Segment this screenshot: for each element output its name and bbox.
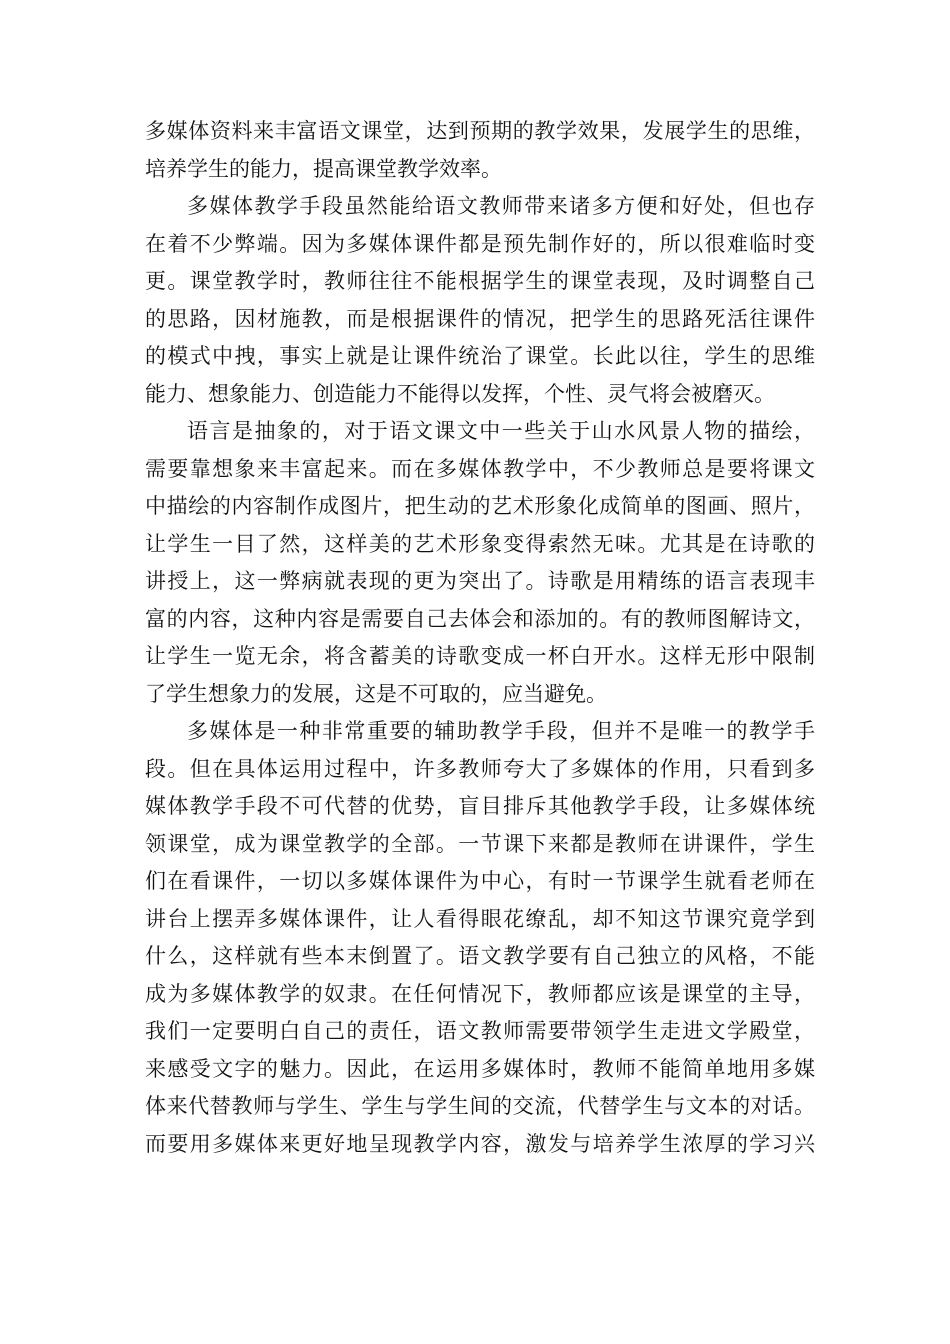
- text-line: 们在看课件，一切以多媒体课件为中心，有时一节课学生就看老师在: [145, 869, 815, 893]
- text-line: 我们一定要明白自己的责任，语文教师需要带领学生走进文学殿堂，: [145, 1019, 815, 1043]
- text-line: 段。但在具体运用过程中，许多教师夸大了多媒体的作用，只看到多: [145, 756, 815, 781]
- text-line: 让学生一览无余，将含蓄美的诗歌变成一杯白开水。这样无形中限制: [145, 644, 815, 668]
- text-line: 什么，这样就有些本末倒置了。语文教学要有自己独立的风格，不能: [145, 944, 815, 968]
- paragraph-2: [145, 188, 815, 413]
- text-line: 讲授上，这一弊病就表现的更为突出了。诗歌是用精练的语言表现丰: [145, 569, 815, 593]
- body-text: [145, 113, 815, 1163]
- text-line: 领课堂，成为课堂教学的全部。一节课下来都是教师在讲课件，学生: [145, 831, 815, 856]
- text-line: 媒体教学手段不可代替的优势，盲目排斥其他教学手段，让多媒体统: [145, 794, 815, 818]
- text-line: 多媒体资料来丰富语文课堂，达到预期的教学效果，发展学生的思维，: [145, 119, 815, 143]
- text-line: 在着不少弊端。因为多媒体课件都是预先制作好的，所以很难临时变: [145, 231, 815, 256]
- text-line: 的模式中拽，事实上就是让课件统治了课堂。长此以往，学生的思维: [145, 344, 815, 368]
- text-line: 需要靠想象来丰富起来。而在多媒体教学中，不少教师总是要将课文: [145, 456, 815, 481]
- text-line: 更。课堂教学时，教师往往不能根据学生的课堂表现，及时调整自己: [145, 269, 815, 293]
- text-line: 来感受文字的魅力。因此，在运用多媒体时，教师不能简单地用多媒: [145, 1056, 815, 1081]
- paragraph-1: [145, 113, 815, 188]
- text-line: 了学生想象力的发展，这是不可取的，应当避免。: [145, 681, 607, 706]
- text-line: 让学生一目了然，这样美的艺术形象变得索然无味。尤其是在诗歌的: [145, 531, 815, 556]
- text-line: 体来代替教师与学生、学生与学生间的交流，代替学生与文本的对话。: [145, 1094, 815, 1118]
- text-line: 多媒体教学手段虽然能给语文教师带来诸多方便和好处，但也存: [187, 194, 815, 218]
- text-line: 富的内容，这种内容是需要自己去体会和添加的。有的教师图解诗文，: [145, 606, 815, 631]
- text-line: 语言是抽象的，对于语文课文中一些关于山水风景人物的描绘，: [187, 419, 815, 443]
- text-line: 而要用多媒体来更好地呈现教学内容，激发与培养学生浓厚的学习兴: [145, 1131, 815, 1156]
- paragraph-3: [145, 413, 815, 713]
- text-line: 多媒体是一种非常重要的辅助教学手段，但并不是唯一的教学手: [187, 719, 815, 743]
- text-line: 成为多媒体教学的奴隶。在任何情况下，教师都应该是课堂的主导，: [145, 981, 815, 1006]
- text-line: 的思路，因材施教，而是根据课件的情况，把学生的思路死活往课件: [145, 306, 815, 331]
- text-line: 培养学生的能力，提高课堂教学效率。: [145, 156, 502, 181]
- paragraph-4: [145, 713, 815, 1163]
- text-line: 能力、想象能力、创造能力不能得以发挥，个性、灵气将会被磨灭。: [145, 381, 775, 406]
- text-line: 中描绘的内容制作成图片，把生动的艺术形象化成简单的图画、照片，: [145, 494, 815, 518]
- text-line: 讲台上摆弄多媒体课件，让人看得眼花缭乱，却不知这节课究竟学到: [145, 906, 815, 931]
